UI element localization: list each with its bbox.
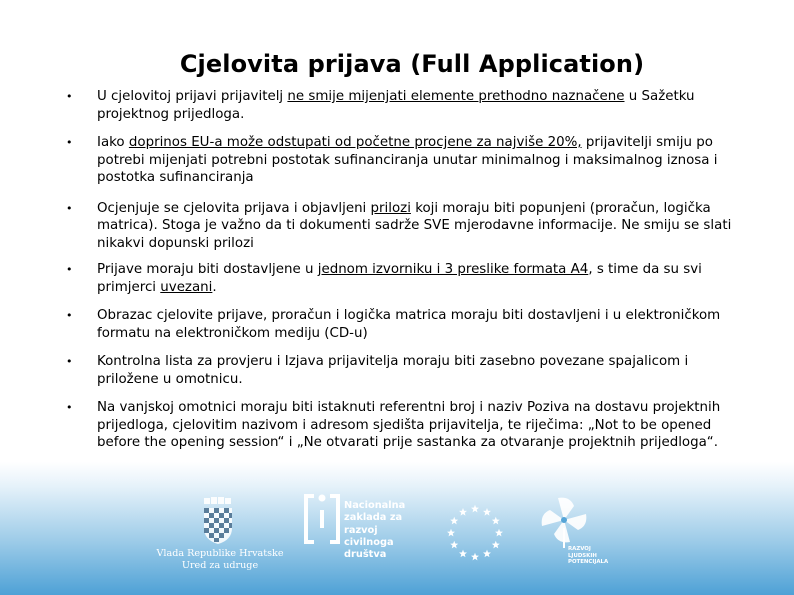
human-resources-text [568, 546, 628, 566]
eu-flag-logo [440, 500, 510, 566]
eu-star-icon [447, 529, 455, 537]
nzrcd-line: razvoj [344, 524, 378, 536]
underlined-text: jednom izvorniku i 3 preslike formata A4 [317, 262, 589, 277]
bullet-item [66, 307, 746, 342]
bullet-item [66, 353, 746, 388]
bullet-text: Iako [97, 135, 129, 150]
eu-star-icon [450, 541, 458, 549]
bullet-text: koji moraju biti popunjeni (proračun, logička matrica). Stoga je važno da ti dokumenti sadrže SVE mjerodavne informacije. Ne smiju se slati nikakvi dopunski prilozi [97, 200, 732, 251]
bullet-text: Prijave moraju biti dostavljene u [97, 262, 318, 277]
human-resources-logo [536, 494, 616, 574]
hr-line: RAZVOJ [568, 546, 591, 552]
nzrcd-line: zaklada za [344, 512, 403, 524]
bullet-item [66, 261, 746, 296]
government-logo [150, 496, 290, 576]
pinwheel-icon [536, 494, 616, 550]
bullet-text: prijavitelji smiju po potrebi mijenjati potrebni postotak sufinanciranja unutar minimalnog i maksimalnog iznosa i postotka sufinanciranja [97, 135, 718, 185]
bullet-text: Na vanjskoj omotnici moraju biti istaknuti referentni broj i naziv Poziva na dostavu projektnih prijedloga, cjelovitim nazivom i adresom sjedišta prijavitelja, te riječima: „Not to be opened before the opening session“ i „Ne otvarati prije sastanka za otvaranje projektnih prijedloga“. [97, 400, 721, 450]
eu-star-icon [471, 553, 479, 561]
bracket-dot-icon [302, 490, 342, 550]
eu-star-icon [492, 517, 500, 525]
bullet-item [66, 88, 746, 123]
bullet-list [66, 88, 746, 463]
underlined-text: prilozi [370, 200, 411, 216]
bullet-text: U cjelovitoj prijavi prijavitelj [97, 89, 288, 104]
underlined-text: ne smije mijenjati elemente prethodno naznačene [287, 89, 625, 104]
bullet-text: Ocjenjuje se cjelovita prijava i objavljeni [97, 200, 371, 216]
bullet-text: u Sažetku projektnog prijedloga. [97, 89, 695, 122]
national-foundation-logo [302, 490, 422, 574]
eu-star-icon [492, 541, 500, 549]
eu-star-icon [471, 505, 479, 513]
nzrcd-line: Nacionalna [344, 500, 406, 511]
bullet-item [66, 200, 746, 253]
hr-line: LJUDSKIH [568, 552, 597, 559]
bullet-text: , s time da su svi primjerci [97, 262, 702, 295]
government-name: Vlada Republike Hrvatske [156, 548, 284, 559]
national-foundation-text [344, 500, 424, 561]
eu-star-icon [450, 517, 458, 525]
office-name: Ured za udruge [181, 559, 259, 571]
eu-star-icon [483, 550, 491, 558]
bullet-text: . [212, 279, 217, 295]
eu-stars-icon [440, 500, 510, 566]
eu-star-icon [459, 508, 467, 516]
eu-star-icon [495, 529, 503, 537]
croatian-coat-of-arms-icon [150, 496, 290, 548]
bullet-item [66, 399, 746, 452]
bullet-text: Obrazac cjelovite prijave, proračun i logička matrica moraju biti dostavljeni i u elektroničkom formatu na elektroničkom mediju (CD-u) [97, 308, 721, 341]
underlined-text: doprinos EU-a može odstupati od početne procjene za najviše 20%, [128, 135, 582, 150]
nzrcd-line: društva [344, 549, 387, 561]
slide-title: Cjelovita prijava (Full Application) [179, 50, 645, 78]
government-logo-caption [150, 548, 290, 571]
hr-line: POTENCIJALA [568, 559, 609, 565]
nzrcd-line: civilnoga [344, 536, 394, 548]
eu-star-icon [459, 550, 467, 558]
eu-star-icon [483, 508, 491, 516]
bullet-text: Kontrolna lista za provjeru i Izjava prijavitelja moraju biti zasebno povezane spajalicom i priložene u omotnicu. [97, 354, 689, 387]
underlined-text: uvezani [160, 279, 213, 295]
bullet-item [66, 134, 746, 187]
